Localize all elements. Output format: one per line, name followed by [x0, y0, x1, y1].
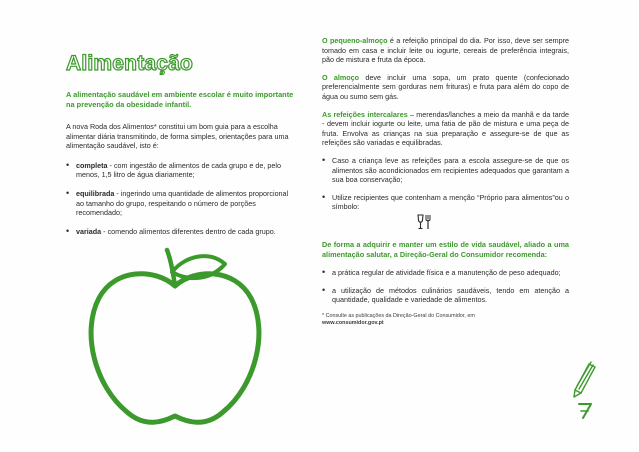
footnote-link[interactable]: www.consumidor.gov.pt — [322, 320, 384, 327]
list-item — [66, 227, 298, 237]
criteria-list — [66, 161, 298, 237]
list-item-term: variada — [76, 226, 102, 236]
list-item-text: - com ingestão de alimentos de cada grupo e de, pelo menos, 1,5 litro de água diariamente; — [76, 160, 281, 180]
recommendation-callout: De forma a adquirir e manter um estilo de vida saudável, aliado a uma alimentação salutar, a Direção-Geral do Consumidor recomenda: — [322, 239, 569, 259]
lunch-text: deve incluir uma sopa, um prato quente (confecionado preferencialmente sem gorduras nem frituras) e fruta para além do copo de água ou sumo sem gás. — [322, 72, 569, 101]
lunch-paragraph — [322, 73, 569, 102]
list-item-term: completa — [76, 160, 108, 170]
intro-paragraph: A nova Roda dos Alimentos* constitui um bom guia para a escolha alimentar diária transmitindo, de forma simples, orientações para uma alimentação saudável, isto é: — [66, 122, 289, 151]
list-item-text: - comendo alimentos diferentes dentro de cada grupo. — [101, 226, 276, 236]
breakfast-text: é a refeição principal do dia. Por isso, deve ser sempre tomado em casa e incluir leite ou iogurte, cereais de preferência integrais, pão de mistura e fruta da época. — [322, 36, 569, 65]
breakfast-paragraph — [322, 36, 569, 65]
recommendation-list — [322, 268, 569, 305]
right-column — [322, 36, 569, 328]
glass-fork-icon — [416, 214, 432, 230]
list-item-text: - ingerindo uma quantidade de alimentos proporcional ao tamanho do grupo, respeitando o número de porções recomendado; — [76, 188, 289, 218]
subtitle: A alimentação saudável em ambiente escolar é muito importante na prevenção da obesidade infantil. — [66, 90, 294, 109]
snacks-paragraph — [322, 110, 569, 148]
breakfast-term: O pequeno-almoço — [322, 36, 388, 45]
footnote-text: * Consulte as publicações da Direção-Geral do Consumidor, em — [322, 312, 475, 319]
list-item: • Caso a criança leve as refeições para a escola assegure-se de que os alimentos são acondicionados em recipientes adequados que garantam a sua boa conservação; — [322, 156, 569, 185]
list-item: • a prática regular de atividade física e a manutenção de peso adequado; — [322, 268, 569, 278]
list-item — [322, 193, 569, 230]
list-item: • a utilização de métodos culinários saudáveis, tendo em atenção a quantidade, qualidade e variedade de alimentos. — [322, 286, 569, 305]
list-item — [66, 161, 298, 180]
lunch-term: O almoço — [322, 72, 360, 82]
list-item-term: equilibrada — [76, 188, 115, 198]
snacks-term: As refeições intercalares — [322, 109, 408, 119]
snacks-text: – merendas/lanches a meio da manhã e da tarde - devem incluir iogurte ou leite, uma fatia de pão de mistura e uma peça de fruta. Envolva as crianças na sua preparação e assegure-se de que as refeições são variadas e equilibradas. — [322, 109, 569, 148]
list-item — [66, 189, 298, 218]
apple-outline-icon — [85, 246, 265, 436]
list-item-text: Utilize recipientes que contenham a menção “Próprio para alimentos”ou o símbolo: — [332, 192, 569, 212]
footnote — [322, 313, 569, 328]
advice-list — [322, 156, 569, 230]
pencil-icon — [569, 360, 599, 420]
page-title: Alimentação — [66, 52, 194, 75]
left-column — [66, 52, 298, 245]
